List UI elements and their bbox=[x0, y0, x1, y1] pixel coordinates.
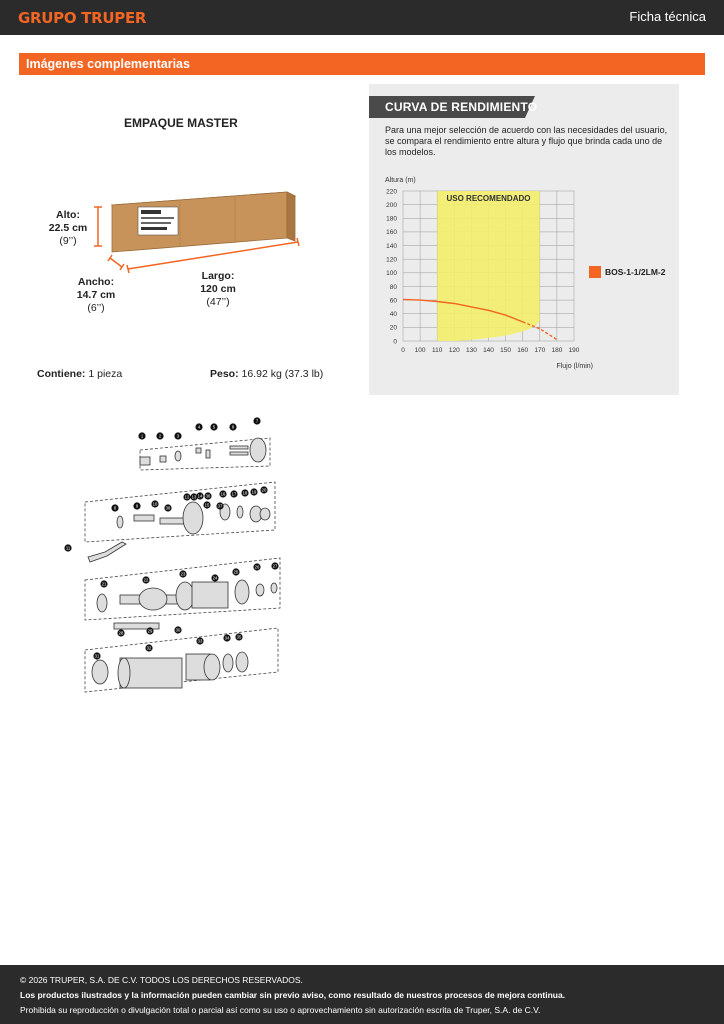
x-tick-label: 160 bbox=[517, 347, 529, 354]
callout-number: 8 bbox=[113, 505, 117, 511]
y-tick-label: 160 bbox=[386, 229, 397, 237]
callout-number: 32 bbox=[146, 645, 152, 651]
callout-number: 13 bbox=[191, 494, 197, 500]
callout-number: 28 bbox=[118, 630, 124, 636]
top-header-bar bbox=[0, 0, 724, 35]
x-tick-label: 0 bbox=[401, 347, 405, 354]
footer-copyright: © 2026 TRUPER, S.A. DE C.V. TODOS LOS DERECHOS RESERVADOS. bbox=[20, 975, 303, 985]
callout-number: 6 bbox=[231, 424, 235, 430]
y-tick-label: 40 bbox=[389, 311, 397, 319]
callout-number: 11 bbox=[65, 545, 71, 551]
y-tick-label: 140 bbox=[386, 242, 397, 250]
largo-imperial: (47’’) bbox=[206, 296, 230, 308]
legend-series-name: BOS-1-1/2LM-2 bbox=[605, 267, 666, 277]
callout-number: 23 bbox=[180, 571, 186, 577]
peso-value: 16.92 kg (37.3 lb) bbox=[241, 368, 324, 380]
footer-prohibition: Prohibida su reproducción o divulgación total o parcial así como su uso o aprovechamiento sin autorización escrita de Truper, S.A. de C.V. bbox=[20, 1005, 541, 1015]
alto-dimension bbox=[40, 209, 96, 248]
largo-label: Largo: bbox=[201, 270, 235, 282]
y-tick-label: 180 bbox=[386, 215, 397, 223]
x-tick-label: 170 bbox=[534, 347, 546, 354]
x-tick-label: 130 bbox=[465, 347, 477, 354]
callout-number: 19 bbox=[251, 489, 257, 495]
x-tick-label: 110 bbox=[432, 347, 443, 354]
callout-number: 20 bbox=[261, 487, 267, 493]
performance-title: CURVA DE RENDIMIENTO bbox=[385, 100, 538, 114]
y-tick-label: 100 bbox=[386, 270, 397, 278]
callout-number: 29 bbox=[147, 628, 153, 634]
callout-number: 4 bbox=[197, 424, 201, 430]
callout-number: 3 bbox=[176, 433, 180, 439]
callout-number: 34 bbox=[224, 635, 230, 641]
callout-number: 30 bbox=[175, 627, 181, 633]
y-tick-label: 0 bbox=[393, 338, 397, 346]
y-tick-label: 220 bbox=[386, 188, 397, 196]
x-tick-label: 180 bbox=[551, 347, 563, 354]
contiene-info bbox=[37, 368, 122, 380]
grupo-truper-logo: GRUPO TRUPER bbox=[18, 9, 147, 27]
callout-number: 22 bbox=[143, 577, 149, 583]
callout-number: 18 bbox=[242, 490, 248, 496]
section-title: Imágenes complementarias bbox=[26, 57, 190, 71]
callout-number: 38 bbox=[165, 505, 171, 511]
ancho-metric: 14.7 cm bbox=[76, 289, 116, 301]
callout-number: 27 bbox=[272, 563, 278, 569]
contiene-value: 1 pieza bbox=[88, 368, 123, 380]
recommended-zone-label: USO RECOMENDADO bbox=[446, 194, 531, 203]
x-tick-label: 150 bbox=[500, 347, 512, 354]
callout-number: 1 bbox=[140, 433, 144, 439]
callout-number: 37 bbox=[217, 503, 223, 509]
callout-number: 21 bbox=[101, 581, 107, 587]
footer-notice: Los productos ilustrados y la información pueden cambiar sin previo aviso, como resultado de nuestros procesos de mejora continua. bbox=[20, 990, 566, 1000]
chart-xlabel: Flujo (l/min) bbox=[556, 363, 593, 370]
y-tick-label: 120 bbox=[386, 256, 397, 264]
ancho-imperial: (6’’) bbox=[87, 302, 105, 314]
performance-panel bbox=[369, 84, 679, 395]
callout-number: 2 bbox=[158, 433, 162, 439]
exploded-parts-diagram bbox=[60, 410, 290, 695]
largo-dimension bbox=[188, 270, 248, 309]
x-tick-label: 120 bbox=[448, 347, 460, 354]
callout-number: 5 bbox=[212, 424, 216, 430]
callout-number: 10 bbox=[152, 501, 158, 507]
x-tick-label: 190 bbox=[568, 347, 580, 354]
callout-number: 15 bbox=[204, 502, 210, 508]
callout-number: 16 bbox=[220, 491, 226, 497]
x-tick-label: 100 bbox=[414, 347, 426, 354]
package-title: EMPAQUE MASTER bbox=[124, 116, 238, 130]
callout-number: 14 bbox=[197, 493, 203, 499]
callout-number: 25 bbox=[233, 569, 239, 575]
callout-number: 12 bbox=[184, 494, 190, 500]
x-tick-label: 140 bbox=[483, 347, 494, 354]
callout-number: 9 bbox=[135, 503, 139, 509]
alto-label: Alto: bbox=[56, 209, 80, 221]
alto-metric: 22.5 cm bbox=[48, 222, 88, 234]
peso-label: Peso: bbox=[210, 368, 239, 380]
y-tick-label: 20 bbox=[389, 324, 397, 332]
contiene-label: Contiene: bbox=[37, 368, 86, 380]
section-title-bar bbox=[19, 53, 705, 75]
callout-number: 24 bbox=[212, 575, 218, 581]
ancho-dimension bbox=[66, 276, 126, 315]
ancho-label: Ancho: bbox=[77, 276, 115, 288]
y-tick-label: 60 bbox=[389, 297, 397, 305]
callout-number: 31 bbox=[94, 653, 100, 659]
performance-description: Para una mejor selección de acuerdo con las necesidades del usuario, se compara el rendimiento entre altura y flujo que brinda cada uno de los modelos. bbox=[385, 125, 668, 157]
legend-swatch bbox=[589, 266, 601, 278]
callout-number: 26 bbox=[254, 564, 260, 570]
footer-bar bbox=[0, 965, 724, 1024]
recommended-zone-area bbox=[437, 191, 540, 341]
alto-imperial: (9’’) bbox=[59, 235, 77, 247]
callout-number: 17 bbox=[231, 491, 237, 497]
y-tick-label: 80 bbox=[389, 283, 397, 291]
callout-number: 7 bbox=[255, 418, 259, 424]
peso-info bbox=[210, 368, 323, 380]
chart-ylabel: Altura (m) bbox=[385, 177, 416, 184]
callout-number: 35 bbox=[236, 634, 242, 640]
callout-number: 33 bbox=[197, 638, 203, 644]
y-tick-label: 200 bbox=[386, 201, 397, 209]
largo-metric: 120 cm bbox=[200, 283, 236, 295]
callout-number: 36 bbox=[205, 493, 211, 499]
document-type-label: Ficha técnica bbox=[629, 9, 706, 24]
performance-curve-chart bbox=[369, 169, 679, 374]
